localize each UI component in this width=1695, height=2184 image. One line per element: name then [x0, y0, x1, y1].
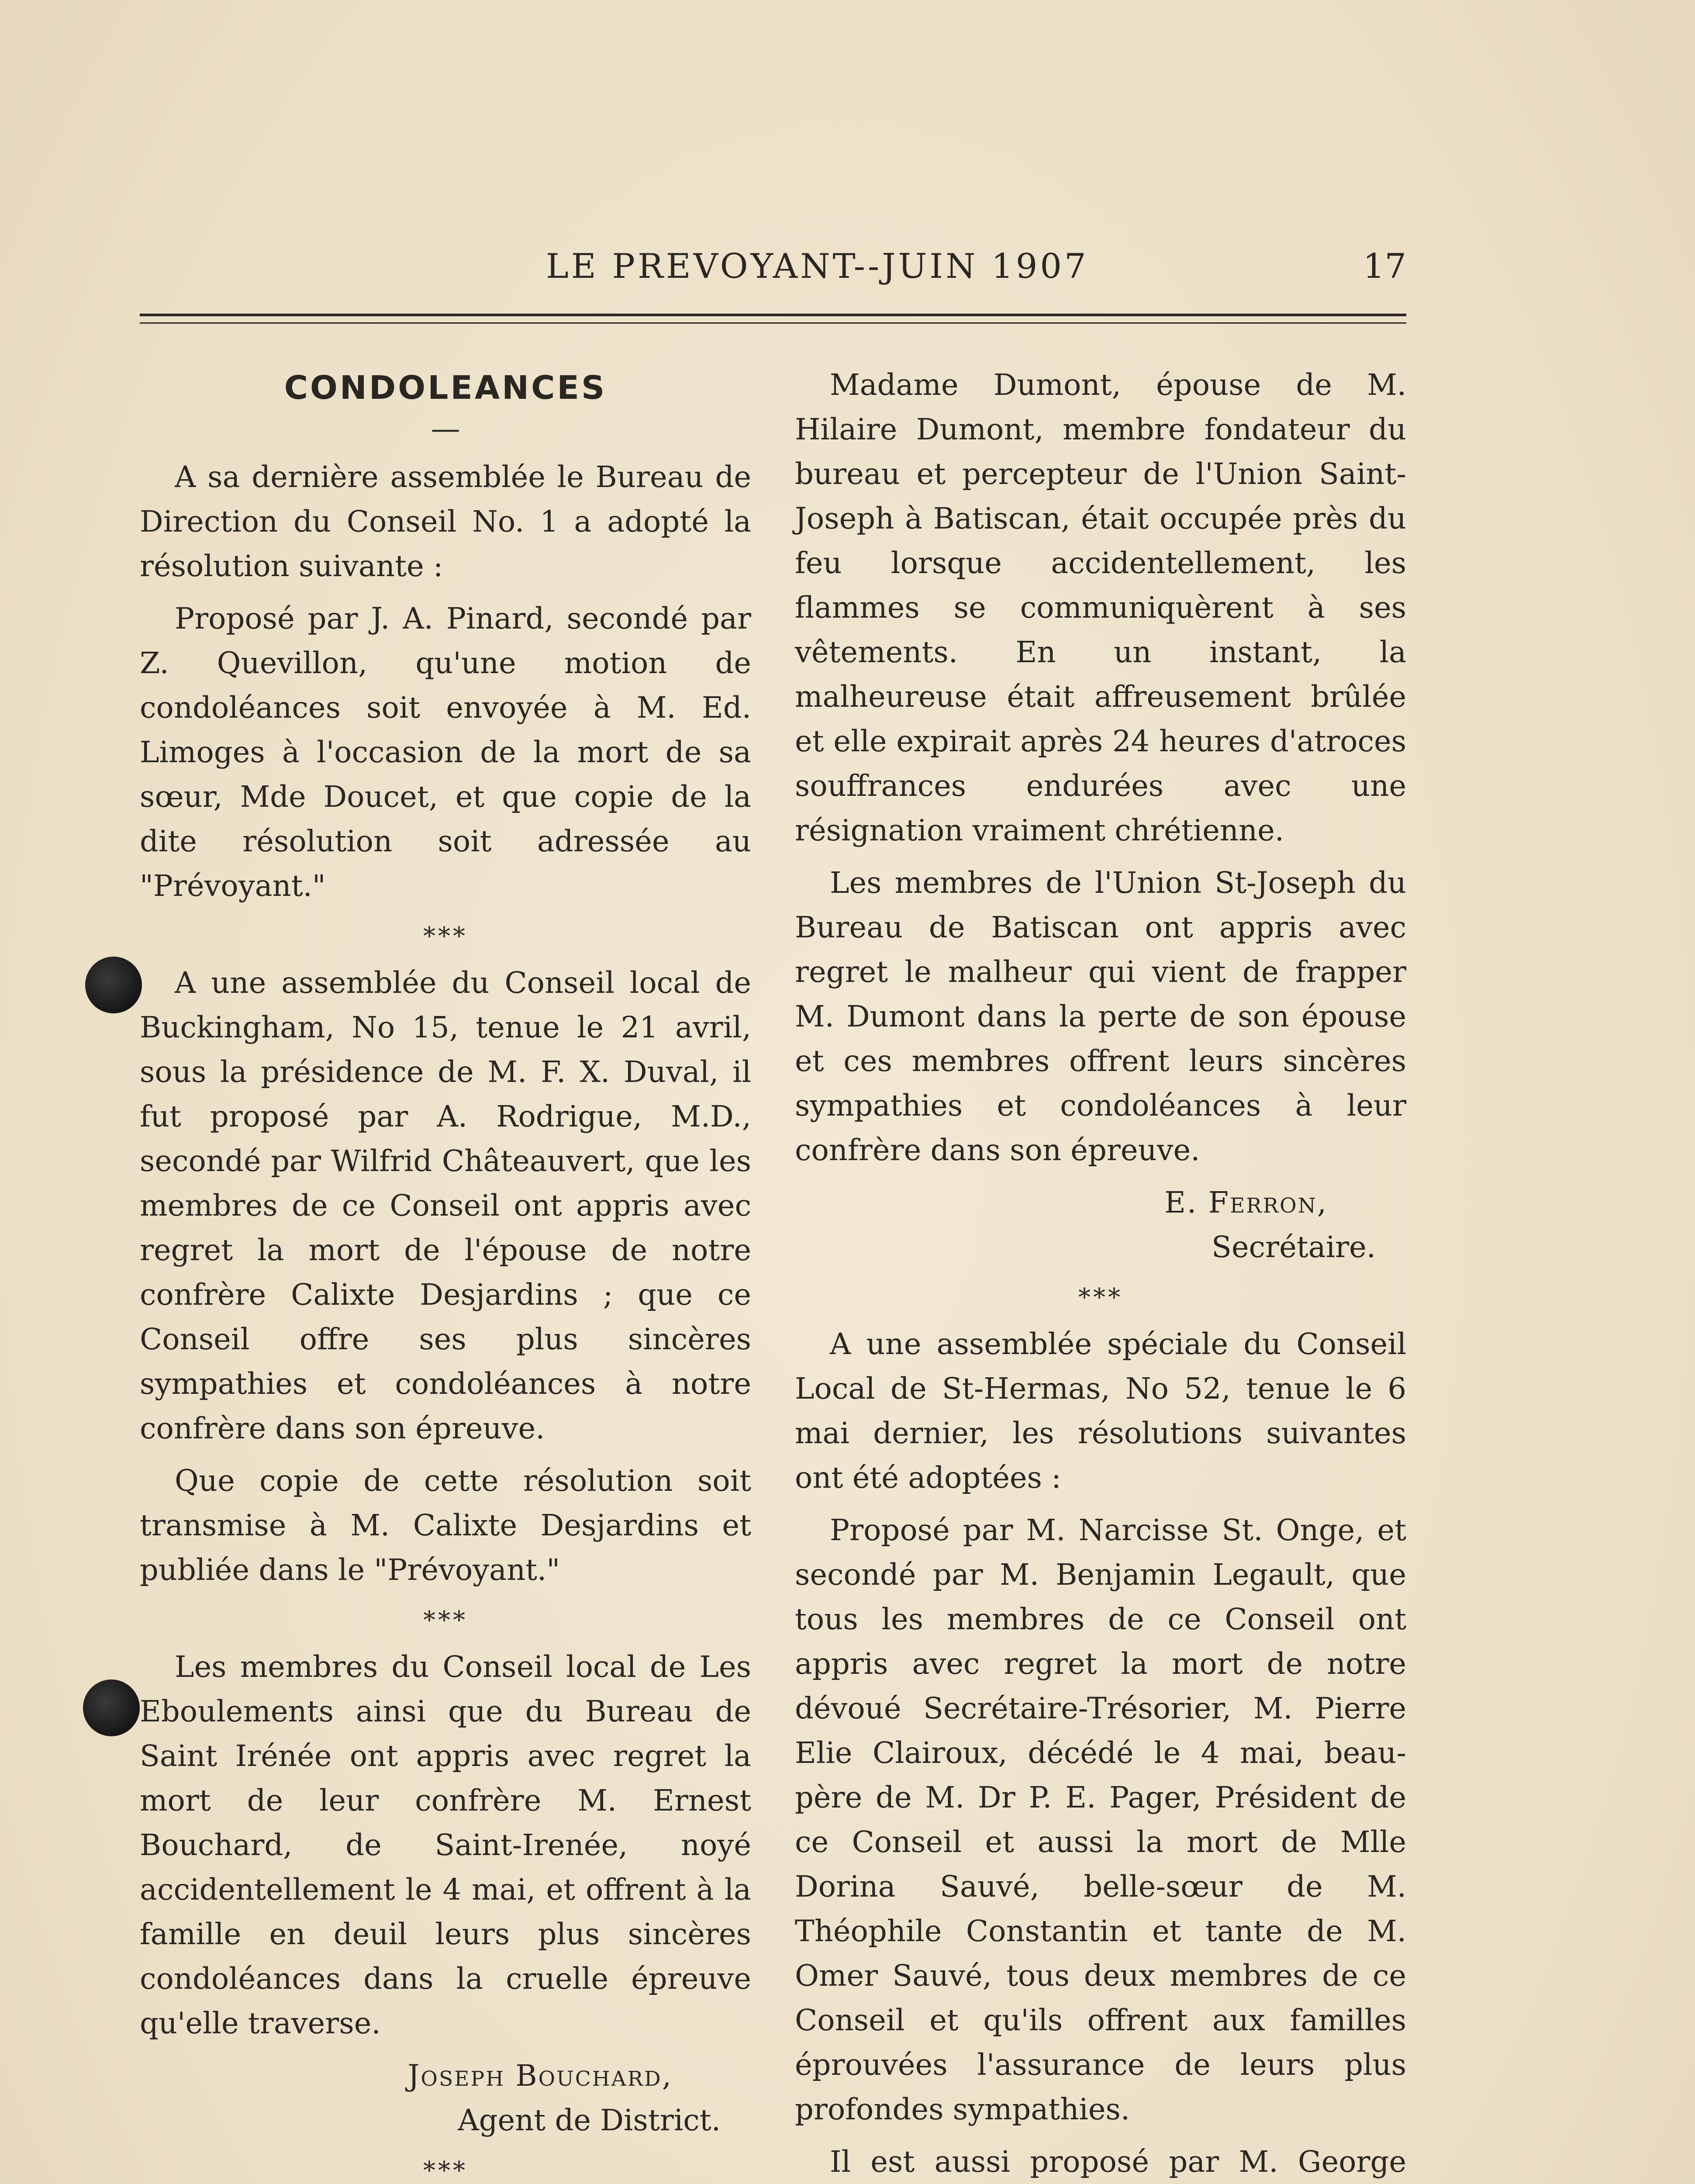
- header-rule-thick: [140, 314, 1406, 316]
- left-column: [140, 363, 751, 2184]
- paragraph: A une assemblée du Conseil local de Buckingham, No 15, tenue le 21 avril, sous la présidence de M. F. X. Duval, il fut proposé par A. Rodrigue, M.D., secondé par Wilfrid Châteauvert, que les membres de ce Conseil ont appris avec regret la mort de l'épouse de notre confrère Calixte Desjardins ; que ce Conseil offre ses plus sincères sympathies et condoléances à notre confrère dans son épreuve.: [140, 966, 751, 1445]
- paragraph: Les membres de l'Union St-Joseph du Bureau de Batiscan ont appris avec regret le malheur qui vient de frapper M. Dumont dans la perte de son épouse et ces membres offrent leurs sincères sympathies et condoléances à leur confrère dans son épreuve.: [795, 866, 1406, 1167]
- section-separator: ***: [1078, 1283, 1123, 1312]
- running-title: LE PREVOYANT--JUIN 1907: [546, 247, 1089, 286]
- paragraph: Proposé par J. A. Pinard, secondé par Z. Quevillon, qu'une motion de condoléances soit envoyée à M. Ed. Limoges à l'occasion de la mort de sa sœur, Mde Doucet, et que copie de la dite résolution soit adressée au "Prévoyant.": [140, 601, 751, 903]
- paragraph: Madame Dumont, épouse de M. Hilaire Dumont, membre fondateur du bureau et percepteur de l'Union Saint-Joseph à Batiscan, était occupée près du feu lorsque accidentellement, les flammes se communiquèrent à ses vêtements. En un instant, la malheureuse était affreusement brûlée et elle expirait après 24 heures d'atroces souffrances endurées avec une résignation vraiment chrétienne.: [795, 368, 1406, 847]
- section-separator: ***: [423, 922, 468, 950]
- paragraph: Il est aussi proposé par M. George: [830, 2145, 1406, 2179]
- right-column: [795, 363, 1406, 2184]
- paragraph: Que copie de cette résolution soit transmise à M. Calixte Desjardins et publiée dans le "Prévoyant.": [140, 1464, 751, 1587]
- page-number: 17: [1363, 247, 1406, 286]
- section-title: CONDOLEANCES: [284, 369, 607, 407]
- signature-name: Joseph Bouchard,: [407, 2059, 673, 2093]
- signature-role: Agent de District.: [458, 2103, 721, 2137]
- page-header: [140, 238, 1406, 299]
- signature-name: E. Ferron,: [1164, 1185, 1328, 1220]
- punch-hole: [85, 957, 142, 1013]
- paragraph: A sa dernière assemblée le Bureau de Direction du Conseil No. 1 a adopté la résolution suivante :: [140, 460, 751, 583]
- paragraph: Proposé par M. Narcisse St. Onge, et secondé par M. Benjamin Legault, que tous les membres de ce Conseil ont appris avec regret la mort de notre dévoué Secrétaire-Trésorier, M. Pierre Elie Clairoux, décédé le 4 mai, beau-père de M. Dr P. E. Pager, Président de ce Conseil et aussi la mort de Mlle Dorina Sauvé, belle-sœur de M. Théophile Constantin et tante de M. Omer Sauvé, tous deux membres de ce Conseil et qu'ils offrent aux familles éprouvées l'assurance de leurs plus profondes sympathies.: [795, 1513, 1406, 2126]
- title-dash: —: [431, 411, 460, 446]
- signature-role: Secrétaire.: [1211, 1230, 1376, 1264]
- section-separator: ***: [423, 2156, 468, 2184]
- section-separator: ***: [423, 1606, 468, 1635]
- header-rule-thin: [140, 322, 1406, 324]
- paragraph: Les membres du Conseil local de Les Eboulements ainsi que du Bureau de Saint Irénée ont appris avec regret la mort de leur confrère M. Ernest Bouchard, de Saint-Irenée, noyé accidentellement le 4 mai, et offrent à la famille en deuil leurs plus sincères condoléances dans la cruelle épreuve qu'elle traverse.: [140, 1650, 751, 2040]
- punch-hole: [83, 1679, 140, 1736]
- paragraph: A une assemblée spéciale du Conseil Local de St-Hermas, No 52, tenue le 6 mai dernier, les résolutions suivantes ont été adoptées :: [795, 1327, 1406, 1495]
